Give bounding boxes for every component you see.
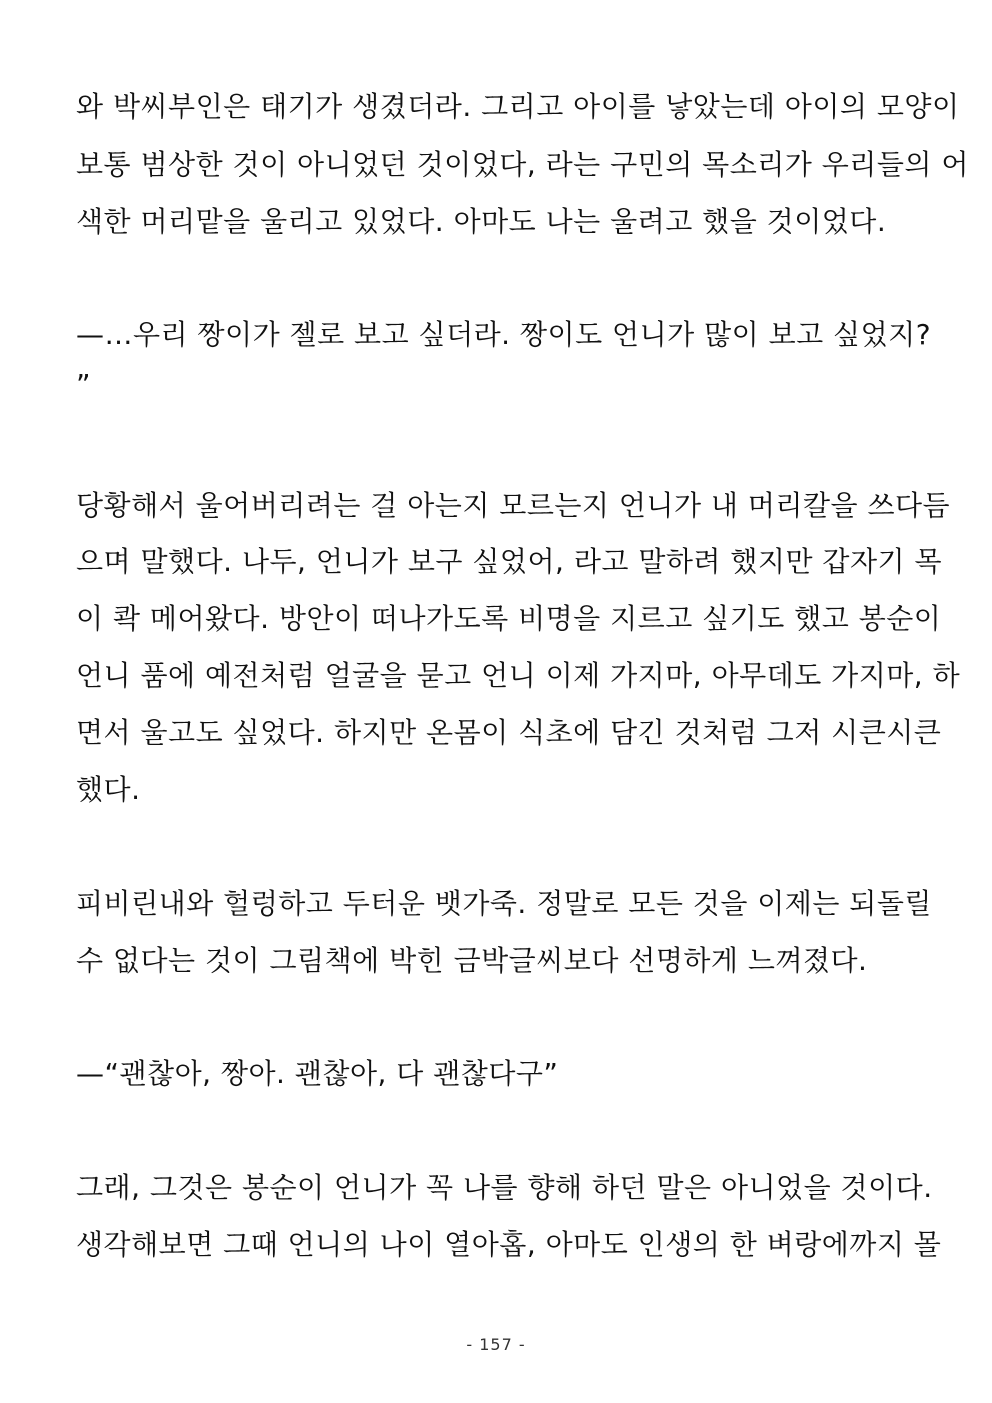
text-line: 이 콱 메어왔다. 방안이 떠나가도록 비명을 지르고 싶기도 했고 봉순이 [76,602,942,635]
text-line: 피비린내와 헐렁하고 두터운 뱃가죽. 정말로 모든 것을 이제는 되돌릴 [76,887,932,920]
text-line: 생각해보면 그때 언니의 나이 열아홉, 아마도 인생의 한 벼랑에까지 몰 [76,1228,942,1261]
text-line: 당황해서 울어버리려는 걸 아는지 모르는지 언니가 내 머리칼을 쓰다듬 [76,489,951,522]
text-line: 면서 울고도 싶었다. 하지만 온몸이 식초에 담긴 것처럼 그저 시큰시큰 [76,716,942,749]
page-number: - 157 - [466,1335,526,1354]
text-line: 색한 머리맡을 울리고 있었다. 아마도 나는 울려고 했을 것이었다. [76,205,887,238]
text-line: 으며 말했다. 나두, 언니가 보구 싶었어, 라고 말하려 했지만 갑자기 목 [76,545,943,578]
text-line: 보통 범상한 것이 아니었던 것이었다, 라는 구민의 목소리가 우리들의 어 [76,148,969,181]
text-line: ” [76,368,92,401]
text-line: 그래, 그것은 봉순이 언니가 꼭 나를 향해 하던 말은 아니었을 것이다. [76,1171,933,1204]
text-line: —“괜찮아, 짱아. 괜찮아, 다 괜찮다구” [76,1057,559,1090]
text-line: 수 없다는 것이 그림책에 박힌 금박글씨보다 선명하게 느껴졌다. [76,944,868,977]
text-line: —…우리 짱이가 젤로 보고 싶더라. 짱이도 언니가 많이 보고 싶었지? [76,318,932,351]
text-line: 언니 품에 예전처럼 얼굴을 묻고 언니 이제 가지마, 아무데도 가지마, 하 [76,659,961,692]
text-line: 했다. [76,773,141,806]
text-line: 와 박씨부인은 태기가 생겼더라. 그리고 아이를 낳았는데 아이의 모양이 [76,90,960,123]
